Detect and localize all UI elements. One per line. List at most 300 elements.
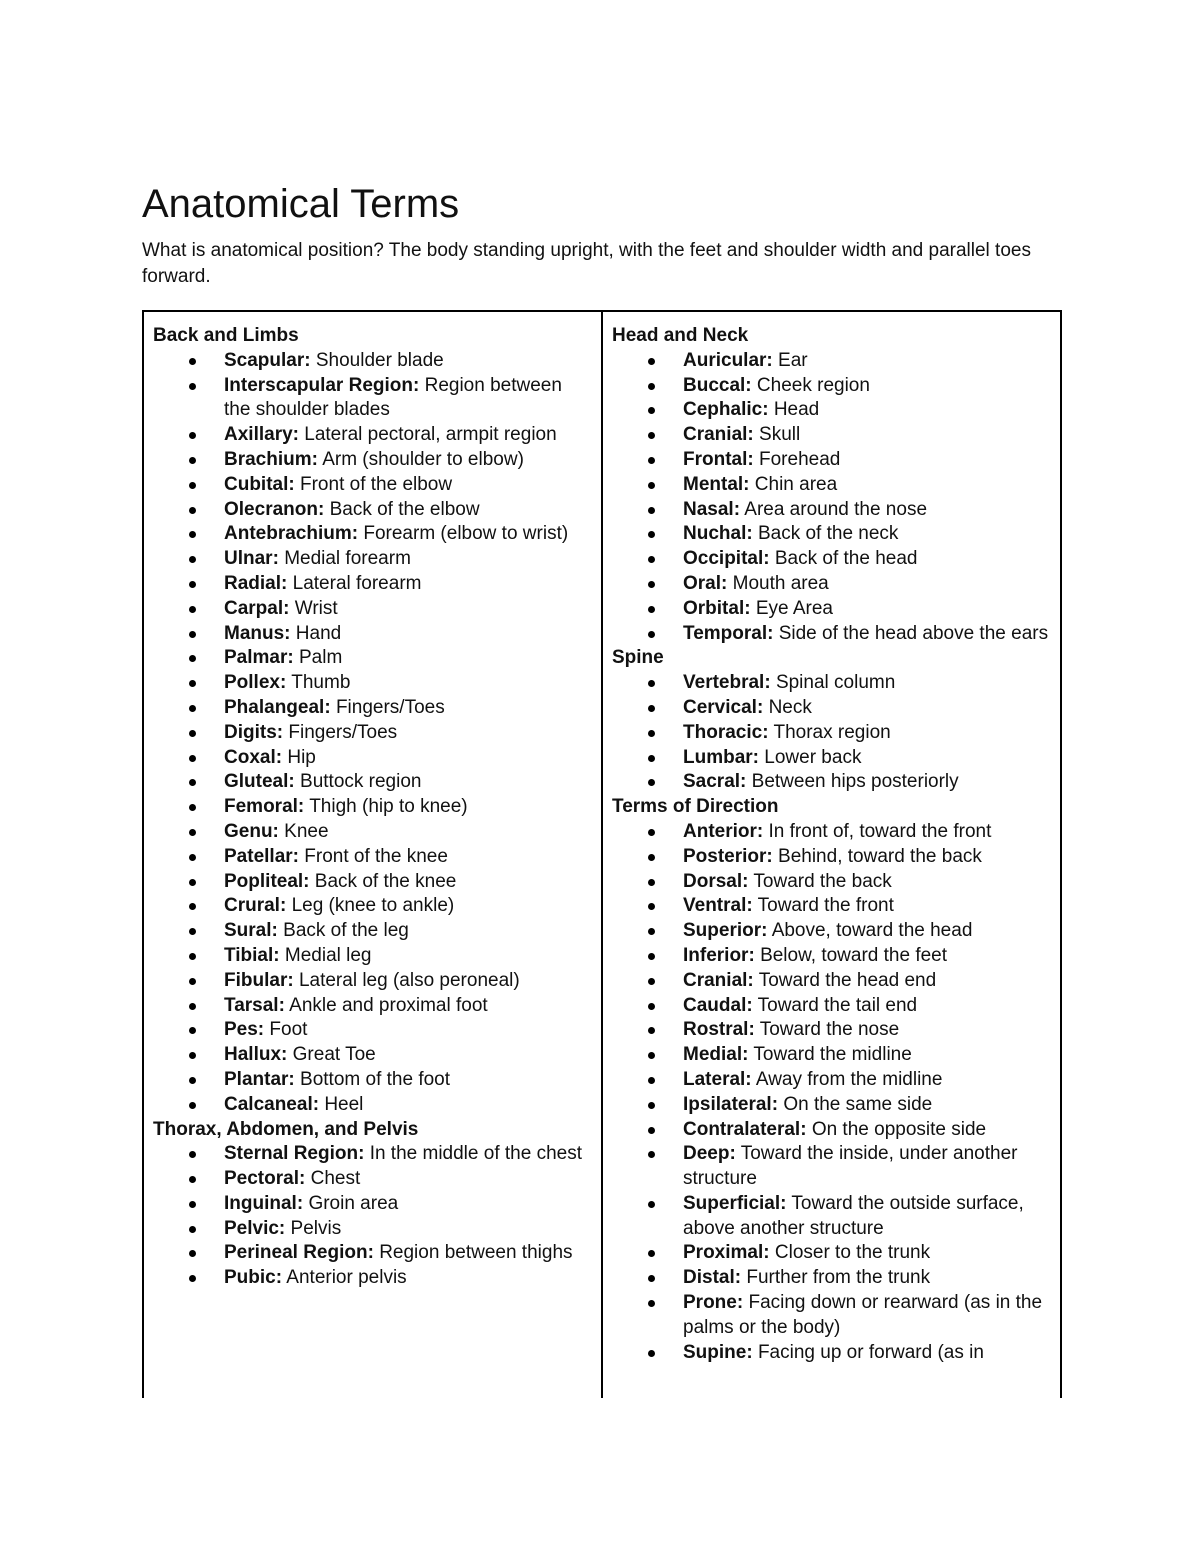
bullet-icon: [648, 606, 655, 613]
list-item: [153, 770, 601, 795]
term-name: Oral:: [683, 572, 728, 594]
term-list: [153, 349, 601, 1118]
list-item: [612, 1142, 1060, 1192]
bullet-icon: [648, 1077, 655, 1084]
bullet-icon: [648, 1201, 655, 1208]
term-name: Manus:: [224, 622, 291, 644]
list-item: [612, 994, 1060, 1019]
bullet-icon: [189, 432, 196, 439]
term-list: [612, 671, 1060, 795]
term-definition: Spinal column: [775, 672, 896, 694]
list-item: [612, 473, 1060, 498]
list-item: [153, 1068, 601, 1093]
term-name: Gluteal:: [224, 771, 295, 793]
list-item: [612, 1241, 1060, 1266]
term-name: Plantar:: [224, 1068, 295, 1090]
bullet-icon: [648, 879, 655, 886]
list-item: [612, 622, 1060, 647]
list-item: [612, 1192, 1060, 1242]
bullet-icon: [189, 482, 196, 489]
list-item: [612, 1043, 1060, 1068]
term-definition: Lateral leg (also peroneal): [298, 969, 520, 991]
term-definition: Side of the head above the ears: [778, 622, 1049, 644]
term-name: Proximal:: [683, 1242, 770, 1264]
term-definition: Toward the tail end: [757, 994, 918, 1016]
list-item: [612, 845, 1060, 870]
term-name: Ventral:: [683, 895, 753, 917]
term-definition: Thumb: [291, 672, 351, 694]
list-item: [612, 448, 1060, 473]
bullet-icon: [189, 705, 196, 712]
term-definition: Further from the trunk: [746, 1267, 931, 1289]
list-item: [612, 870, 1060, 895]
bullet-icon: [189, 854, 196, 861]
term-definition: Anterior pelvis: [286, 1267, 407, 1289]
term-name: Calcaneal:: [224, 1093, 320, 1115]
term-name: Pectoral:: [224, 1168, 306, 1190]
term-definition: Hand: [295, 622, 342, 644]
term-definition: Region between thighs: [379, 1242, 573, 1264]
bullet-icon: [189, 1226, 196, 1233]
term-name: Brachium:: [224, 448, 318, 470]
term-definition: Lateral pectoral, armpit region: [304, 424, 557, 446]
term-definition: Toward the inside, under another structure: [683, 1143, 1018, 1190]
term-name: Radial:: [224, 572, 288, 594]
term-definition: Back of the elbow: [329, 498, 480, 520]
term-name: Contralateral:: [683, 1118, 807, 1140]
term-definition: Away from the midline: [755, 1068, 943, 1090]
term-definition: Head: [773, 399, 820, 421]
term-name: Auricular:: [683, 349, 773, 371]
term-definition: Facing down or rearward (as in the palms or the body): [683, 1292, 1043, 1338]
term-definition: Front of the elbow: [300, 473, 453, 495]
term-definition: Facing up or forward (as in: [757, 1341, 984, 1363]
bullet-icon: [648, 556, 655, 563]
list-item: [612, 522, 1060, 547]
term-definition: On the opposite side: [811, 1118, 987, 1140]
list-item: [612, 498, 1060, 523]
bullet-icon: [189, 1151, 196, 1158]
term-definition: Arm (shoulder to elbow): [322, 448, 524, 470]
term-definition: Between hips posteriorly: [751, 771, 959, 793]
list-item: [153, 1167, 601, 1192]
term-name: Cervical:: [683, 696, 764, 718]
term-name: Patellar:: [224, 845, 299, 867]
bullet-icon: [648, 1027, 655, 1034]
term-definition: Below, toward the feet: [760, 944, 948, 966]
term-definition: Thorax region: [773, 721, 891, 743]
bullet-icon: [189, 928, 196, 935]
term-name: Cephalic:: [683, 399, 769, 421]
list-item: [612, 820, 1060, 845]
term-name: Tarsal:: [224, 994, 285, 1016]
term-name: Fibular:: [224, 969, 294, 991]
list-item: [612, 770, 1060, 795]
bullet-icon: [648, 1350, 655, 1357]
list-item: [153, 1266, 601, 1291]
bullet-icon: [648, 631, 655, 638]
term-name: Posterior:: [683, 845, 773, 867]
bullet-icon: [648, 779, 655, 786]
term-definition: Chest: [310, 1168, 361, 1190]
bullet-icon: [189, 1052, 196, 1059]
term-name: Buccal:: [683, 374, 752, 396]
list-item: [612, 969, 1060, 994]
term-definition: Buttock region: [300, 771, 422, 793]
term-definition: Leg (knee to ankle): [291, 895, 455, 917]
list-item: [153, 498, 601, 523]
bullet-icon: [189, 829, 196, 836]
term-definition: On the same side: [783, 1093, 933, 1115]
term-name: Caudal:: [683, 994, 753, 1016]
list-item: [153, 374, 601, 424]
list-item: [612, 746, 1060, 771]
list-item: [153, 646, 601, 671]
term-name: Lumbar:: [683, 746, 759, 768]
bullet-icon: [189, 655, 196, 662]
list-item: [153, 671, 601, 696]
list-item: [612, 696, 1060, 721]
list-item: [612, 919, 1060, 944]
list-item: [153, 1217, 601, 1242]
term-list: [612, 349, 1060, 647]
list-item: [153, 894, 601, 919]
list-item: [612, 398, 1060, 423]
term-name: Femoral:: [224, 796, 305, 818]
bullet-icon: [648, 507, 655, 514]
bullet-icon: [648, 1102, 655, 1109]
term-definition: Toward the midline: [753, 1044, 912, 1066]
bullet-icon: [189, 879, 196, 886]
bullet-icon: [648, 854, 655, 861]
bullet-icon: [648, 978, 655, 985]
list-item: [153, 1241, 601, 1266]
section-heading: Thorax, Abdomen, and Pelvis: [153, 1118, 419, 1140]
list-item: [153, 1018, 601, 1043]
term-name: Nasal:: [683, 498, 741, 520]
term-definition: Closer to the trunk: [774, 1242, 931, 1264]
bullet-icon: [648, 531, 655, 538]
list-item: [153, 1142, 601, 1167]
term-name: Hallux:: [224, 1044, 288, 1066]
bullet-icon: [648, 903, 655, 910]
term-definition: Eye Area: [755, 597, 833, 619]
term-name: Cranial:: [683, 424, 754, 446]
list-item: [612, 671, 1060, 696]
term-name: Phalangeal:: [224, 696, 331, 718]
term-definition: Thigh (hip to knee): [309, 796, 468, 818]
term-name: Crural:: [224, 895, 287, 917]
bullet-icon: [189, 1250, 196, 1257]
list-item: [153, 522, 601, 547]
bullet-icon: [189, 755, 196, 762]
term-name: Ipsilateral:: [683, 1093, 779, 1115]
term-name: Olecranon:: [224, 498, 325, 520]
list-item: [153, 870, 601, 895]
bullet-icon: [189, 978, 196, 985]
list-item: [612, 1266, 1060, 1291]
term-name: Sacral:: [683, 771, 747, 793]
term-definition: Lateral forearm: [292, 572, 422, 594]
term-definition: Behind, toward the back: [778, 845, 982, 867]
term-name: Anterior:: [683, 820, 764, 842]
term-name: Vertebral:: [683, 672, 771, 694]
term-definition: Palm: [298, 647, 343, 669]
term-name: Genu:: [224, 820, 279, 842]
bullet-icon: [648, 1127, 655, 1134]
list-item: [612, 1341, 1060, 1366]
bullet-icon: [648, 1003, 655, 1010]
term-name: Sural:: [224, 920, 278, 942]
term-definition: Foot: [269, 1019, 308, 1041]
bullet-icon: [648, 705, 655, 712]
section-heading: Back and Limbs: [153, 325, 299, 346]
list-item: [612, 1093, 1060, 1118]
list-item: [153, 473, 601, 498]
list-item: [153, 547, 601, 572]
term-definition: In front of, toward the front: [768, 820, 992, 842]
term-name: Antebrachium:: [224, 523, 359, 545]
bullet-icon: [648, 1275, 655, 1282]
list-item: [153, 944, 601, 969]
bullet-icon: [189, 457, 196, 464]
term-name: Pelvic:: [224, 1217, 286, 1239]
term-name: Cubital:: [224, 473, 295, 495]
term-definition: Skull: [759, 424, 801, 446]
term-name: Rostral:: [683, 1019, 755, 1041]
term-name: Lateral:: [683, 1068, 752, 1090]
bullet-icon: [648, 482, 655, 489]
term-definition: Great Toe: [292, 1044, 376, 1066]
list-item: [153, 795, 601, 820]
term-name: Pubic:: [224, 1267, 283, 1289]
term-name: Cranial:: [683, 969, 754, 991]
list-item: [612, 1291, 1060, 1341]
list-item: [153, 572, 601, 597]
bullet-icon: [189, 507, 196, 514]
list-item: [612, 423, 1060, 448]
terms-table: [142, 310, 1062, 1398]
term-definition: Back of the leg: [283, 920, 409, 942]
bullet-icon: [189, 383, 196, 390]
term-definition: Knee: [284, 820, 329, 842]
term-name: Popliteal:: [224, 870, 310, 892]
term-list: [153, 1142, 601, 1291]
term-definition: Ankle and proximal foot: [289, 994, 488, 1016]
list-item: [612, 721, 1060, 746]
bullet-icon: [648, 1300, 655, 1307]
bullet-icon: [648, 1151, 655, 1158]
term-definition: Neck: [768, 696, 812, 718]
bullet-icon: [648, 829, 655, 836]
section-heading: Terms of Direction: [612, 796, 779, 818]
bullet-icon: [189, 1176, 196, 1183]
list-item: [153, 919, 601, 944]
table-column-left: [144, 312, 603, 1398]
term-definition: Groin area: [308, 1192, 399, 1214]
list-item: [612, 349, 1060, 374]
term-definition: Ear: [778, 349, 808, 371]
bullet-icon: [189, 680, 196, 687]
bullet-icon: [648, 358, 655, 365]
term-name: Dorsal:: [683, 870, 749, 892]
bullet-icon: [648, 432, 655, 439]
term-definition: Toward the front: [757, 895, 894, 917]
bullet-icon: [648, 383, 655, 390]
list-item: [153, 696, 601, 721]
list-item: [612, 374, 1060, 399]
list-item: [153, 1043, 601, 1068]
term-name: Supine:: [683, 1341, 753, 1363]
term-definition: Toward the nose: [759, 1019, 900, 1041]
term-name: Perineal Region:: [224, 1242, 374, 1264]
bullet-icon: [189, 779, 196, 786]
term-definition: Medial forearm: [284, 548, 411, 570]
list-item: [153, 597, 601, 622]
bullet-icon: [189, 903, 196, 910]
term-definition: Cheek region: [756, 374, 870, 396]
bullet-icon: [648, 730, 655, 737]
term-name: Pes:: [224, 1019, 265, 1041]
term-definition: Region between the shoulder blades: [224, 374, 562, 421]
list-item: [153, 1093, 601, 1118]
list-item: [153, 845, 601, 870]
list-item: [612, 547, 1060, 572]
bullet-icon: [648, 457, 655, 464]
term-name: Superficial:: [683, 1192, 787, 1214]
bullet-icon: [189, 1003, 196, 1010]
list-item: [612, 894, 1060, 919]
intro-paragraph: What is anatomical position? The body standing upright, with the feet and shoulder width and parallel toes forward.: [142, 240, 1031, 287]
term-name: Prone:: [683, 1292, 744, 1314]
term-name: Inferior:: [683, 944, 755, 966]
term-name: Deep:: [683, 1143, 736, 1165]
term-definition: Forearm (elbow to wrist): [363, 523, 569, 545]
term-name: Thoracic:: [683, 721, 769, 743]
list-item: [153, 349, 601, 374]
term-name: Superior:: [683, 920, 768, 942]
bullet-icon: [189, 531, 196, 538]
bullet-icon: [189, 1027, 196, 1034]
bullet-icon: [189, 581, 196, 588]
term-name: Carpal:: [224, 597, 290, 619]
term-definition: Toward the outside surface, above another structure: [683, 1192, 1024, 1239]
term-name: Temporal:: [683, 622, 774, 644]
term-definition: Front of the knee: [304, 845, 448, 867]
table-column-right: [603, 312, 1060, 1398]
term-definition: Wrist: [294, 597, 338, 619]
term-definition: Area around the nose: [744, 498, 928, 520]
term-definition: Hip: [287, 746, 316, 768]
term-definition: Forehead: [759, 448, 841, 470]
term-name: Interscapular Region:: [224, 374, 420, 396]
list-item: [612, 572, 1060, 597]
list-item: [153, 448, 601, 473]
bullet-icon: [189, 730, 196, 737]
term-definition: Toward the head end: [758, 969, 937, 991]
bullet-icon: [648, 407, 655, 414]
list-item: [153, 820, 601, 845]
list-item: [153, 423, 601, 448]
list-item: [612, 597, 1060, 622]
list-item: [153, 622, 601, 647]
term-name: Scapular:: [224, 349, 311, 371]
bullet-icon: [648, 1052, 655, 1059]
list-item: [153, 721, 601, 746]
list-item: [612, 1068, 1060, 1093]
term-definition: Toward the back: [753, 870, 892, 892]
term-name: Sternal Region:: [224, 1143, 365, 1165]
list-item: [153, 746, 601, 771]
bullet-icon: [189, 1275, 196, 1282]
bullet-icon: [648, 928, 655, 935]
term-definition: Chin area: [754, 473, 838, 495]
bullet-icon: [189, 606, 196, 613]
term-definition: Lower back: [764, 746, 862, 768]
bullet-icon: [648, 755, 655, 762]
section-heading: Spine: [612, 647, 664, 669]
term-definition: Medial leg: [284, 944, 372, 966]
bullet-icon: [648, 680, 655, 687]
list-item: [153, 994, 601, 1019]
bullet-icon: [189, 1077, 196, 1084]
term-definition: Pelvis: [290, 1217, 342, 1239]
term-definition: Above, toward the head: [771, 920, 973, 942]
bullet-icon: [189, 1102, 196, 1109]
term-definition: Fingers/Toes: [335, 696, 445, 718]
term-list: [612, 820, 1060, 1366]
list-item: [612, 1118, 1060, 1143]
term-definition: Bottom of the foot: [300, 1068, 451, 1090]
term-definition: Fingers/Toes: [288, 721, 398, 743]
bullet-icon: [648, 581, 655, 588]
term-name: Ulnar:: [224, 548, 279, 570]
section-heading: Head and Neck: [612, 325, 749, 346]
term-name: Occipital:: [683, 548, 770, 570]
term-name: Digits:: [224, 721, 284, 743]
term-name: Frontal:: [683, 448, 754, 470]
term-name: Tibial:: [224, 944, 280, 966]
page-title: Anatomical Terms: [142, 182, 460, 226]
term-definition: Back of the knee: [314, 870, 457, 892]
list-item: [612, 944, 1060, 969]
term-definition: Shoulder blade: [315, 349, 444, 371]
term-name: Palmar:: [224, 647, 294, 669]
term-definition: Mouth area: [732, 572, 829, 594]
term-name: Pollex:: [224, 672, 287, 694]
list-item: [612, 1018, 1060, 1043]
bullet-icon: [189, 804, 196, 811]
list-item: [153, 969, 601, 994]
term-definition: Back of the head: [774, 548, 918, 570]
term-definition: In the middle of the chest: [369, 1143, 582, 1165]
term-name: Nuchal:: [683, 523, 753, 545]
bullet-icon: [648, 953, 655, 960]
term-name: Distal:: [683, 1267, 742, 1289]
term-name: Coxal:: [224, 746, 283, 768]
bullet-icon: [189, 358, 196, 365]
term-name: Orbital:: [683, 597, 751, 619]
bullet-icon: [189, 631, 196, 638]
term-name: Mental:: [683, 473, 750, 495]
bullet-icon: [189, 953, 196, 960]
bullet-icon: [189, 556, 196, 563]
bullet-icon: [189, 1201, 196, 1208]
bullet-icon: [648, 1250, 655, 1257]
list-item: [153, 1192, 601, 1217]
term-name: Inguinal:: [224, 1192, 304, 1214]
term-name: Medial:: [683, 1044, 749, 1066]
